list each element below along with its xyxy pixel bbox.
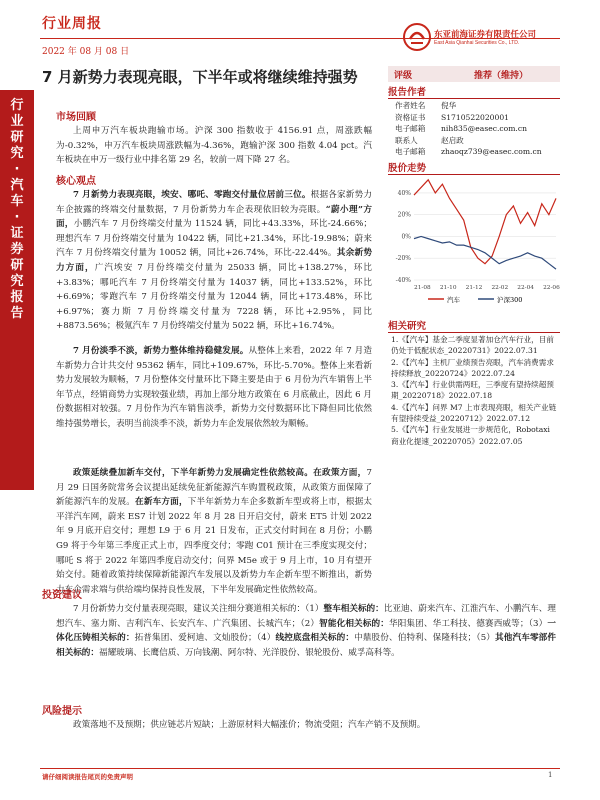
footer-disclaimer[interactable]: 请仔细阅读报告尾页的免责声明 [42, 773, 133, 781]
author-row: 作者姓名 倪华 [395, 101, 457, 110]
related-item[interactable]: 3.《【汽车】行业供需两旺，三季度有望持续超预期_20220718》2022.07.18 [391, 380, 554, 401]
core-views-heading: 核心观点 [56, 176, 96, 187]
author-row: 联系人 赵启政 [395, 135, 464, 145]
x-tick-label: 21-08 [414, 285, 431, 291]
rating-box [388, 66, 560, 82]
x-tick-label: 21-12 [465, 285, 483, 291]
related-list [391, 334, 557, 447]
related-item[interactable]: 5.《【汽车】行业发展进一步规范化，Robotaxi 商业化提速_20220705》2022.07.05 [391, 425, 550, 446]
sidebar-band [0, 90, 34, 490]
author-row: 资格证书 S1710522020001 [395, 112, 510, 122]
market-review-text: 上周申万汽车板块跑输市场。沪深 300 指数收于 4156.91 点，周涨跌幅为-0.32%，申万汽车板块周涨跌幅为-4.36%，跑输沪深 300 指数 4.04 pct。汽车板块在申万一级行业中排名第 29 名，较前一周下降 27 名。 [56, 126, 372, 166]
price-chart [388, 176, 560, 306]
investment-text: 7 月份新势力交付量表现亮眼，建议关注细分赛道相关标的：（1）整车相关标的：比亚迪、蔚来汽车、江淮汽车、小鹏汽车、理想汽车、塞力斯、吉利汽车、长安汽车、广汽集团、长城汽车；（2）智能化相关标的：华阳集团、华工科技、德赛西威等；（3）一体化压铸相关标的：拓普集团、爱柯迪、文灿股份；（4）线控底盘相关标的：中鼎股份、伯特利、保隆科技；（5）其他汽车零部件相关标的：福耀玻璃、长鹰信质、万向钱潮、阿尔特、光洋股份、银轮股份、威孚高科等。 [56, 604, 556, 658]
related-heading: 相关研究 [388, 321, 427, 332]
author-heading: 报告作者 [388, 87, 427, 98]
sidebar-label: 行 业 研 究 · 汽 车 · 证 券 研 究 报 告 [10, 98, 24, 321]
page-number: 1 [548, 771, 553, 779]
y-tick-label: 40% [397, 189, 411, 197]
page-title: 7 月新势力表现亮眼，下半年或将继续维持强势 [42, 68, 358, 86]
y-tick-label: 20% [397, 211, 411, 219]
rating-label: 评级 [394, 71, 413, 81]
y-tick-label: -40% [395, 277, 411, 284]
logo-name: 东亚前海证券有限责任公司 [434, 30, 537, 40]
market-review-heading: 市场回顾 [56, 112, 96, 123]
related-item[interactable]: 1.《【汽车】基金二季度显著加仓汽车行业，目前仍处于低配状态_20220731》2022.07.31 [391, 335, 554, 356]
y-tick-label: 0% [401, 233, 411, 241]
related-item[interactable]: 4.《【汽车】问界 M7 上市表现亮眼，相关产业链有望持续受益_20220712》2022.07.12 [391, 402, 557, 424]
x-tick-label: 22-04 [517, 285, 534, 291]
risk-heading: 风险提示 [42, 706, 82, 717]
author-row[interactable]: 电子邮箱 nih835@easec.com.cn [395, 124, 527, 133]
legend-auto: 汽车 [447, 296, 460, 304]
logo-mark-icon [402, 22, 432, 52]
report-category: 行业周报 [42, 16, 102, 32]
related-item[interactable]: 2.《【汽车】主机厂业绩预告亮眼，汽车消费需求持续释放_20220724》2022.07.24 [391, 357, 554, 378]
author-rule [388, 98, 560, 99]
company-logo [400, 20, 570, 54]
x-tick-label: 21-10 [439, 285, 457, 291]
core-views-p1: 7 月新势力表现亮眼，埃安、哪吒、零跑交付量位居前三位。根据各家新势力车企披露的终端交付量数据，7 月份新势力车企表现依旧较为亮眼。“蔚小理”方面，小鹏汽车 7 月份终端交付量为 11524 辆，同比+43.33%，环比-24.66%；理想汽车 7 月份终端交付量为 10422 辆，同比+21.34%，环比-19.98%；蔚来汽车 7 月份终端交付量为 10052 辆，同比+26.74%，环比-22.44%。其余新势力方面，广汽埃安 7 月份终端交付量为 25033 辆，同比+138.27%，环比+3.83%；哪吒汽车 7 月份终端交付量为 14037 辆，同比+133.52%，环比+6.69%；零跑汽车 7 月份终端交付量为 12044 辆，同比+173.48%，环比+6.97%；赛力斯 7 月份终端交付量为 7228 辆，环比+2.95%，同比+8873.56%；极氪汽车 7 月份终端交付量为 5022 辆，环比+16.74%。 [56, 190, 372, 332]
price-chart-rule [388, 174, 560, 175]
footer-rule [40, 768, 560, 769]
legend-hs300: 沪深300 [497, 296, 523, 304]
price-chart-heading: 股价走势 [388, 163, 427, 174]
core-views-p2: 7 月份淡季不淡，新势力整体维持稳健发展。从整体上来看，2022 年 7 月造车新势力合计共交付 95362 辆车，同比+109.67%，环比-5.70%。整体上来看新势力发展较为顺畅，7 月份整体交付量环比下降主要是由于 6 月份为汽车销售上半年节点，经销商势力实现较强业绩，再加上部分地方政策在 6 月底截止，因此 6 月份数据相对较强。7 月份作为汽车销售淡季，新势力交付数据环比下降但同比依然维持强势增长，表明当前淡季不淡，新势力车企发展依然较为顺畅。 [56, 346, 372, 429]
y-tick-label: -20% [395, 255, 411, 263]
author-list [395, 100, 542, 158]
investment-heading: 投资建议 [42, 590, 82, 601]
rating-value: 推荐（维持） [474, 71, 529, 81]
x-tick-label: 22-06 [543, 285, 560, 291]
author-row[interactable]: 电子邮箱 zhaoqz739@easec.com.cn [395, 147, 542, 156]
logo-en-name: East Asia Qianhai Securities Co., LTD. [434, 40, 520, 46]
risk-text: 政策落地不及预期；供应链芯片短缺；上游原材料大幅涨价；物流受阻；汽车产销不及预期。 [73, 720, 426, 730]
report-date: 2022 年 08 月 08 日 [42, 47, 130, 57]
series-line-auto [414, 180, 556, 264]
core-views-p3: 政策延续叠加新车交付，下半年新势力发展确定性依然较高。在政策方面，7 月 29 日国务院常务会议提出延续免征新能源汽车购置税政策，从政策方面保障了新能源汽车的发展。在新车方面，下半年新势力车企多数新车型或将上市，根据太平洋汽车网，蔚来 ES7 计划 2022 年 8 月 28 日开启交付，蔚来 ET5 计划 2022 年 9 月底开启交付；理想 L9 于 6 月 21 日发布，正式交付时间在 8 月份；小鹏 G9 将于今年第三季度正式上市，四季度交付；零跑 C01 预计在三季度实现交付；哪吒 S 将于 2022 年第四季度启动交付；问界 M5e 或于 9 月上市，10 月有望开始交付。随着政策持续保障新能源汽车发展以及新势力车企新车型不断推出，新势力车企需求端与供给端均保持良性发展，下半年发展确定性依然较高。 [56, 468, 372, 595]
related-rule [388, 332, 560, 333]
x-tick-label: 22-02 [491, 285, 509, 291]
